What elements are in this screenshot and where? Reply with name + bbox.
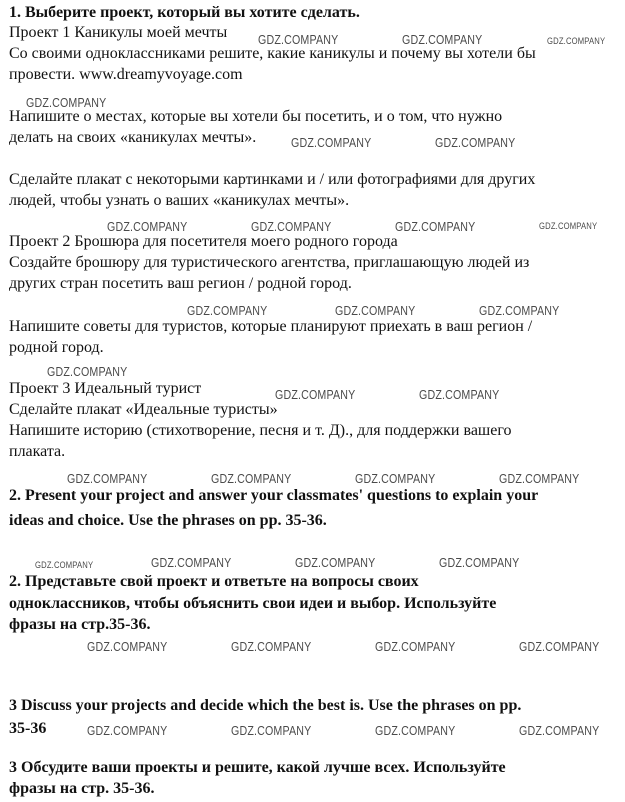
project-2-title: Проект 2 Брошюра для посетителя моего родного города [9,233,398,250]
watermark: GDZ.COMPANY [291,135,372,150]
watermark: GDZ.COMPANY [499,471,580,486]
watermark: GDZ.COMPANY [439,555,520,570]
watermark: GDZ.COMPANY [231,723,312,738]
watermark: GDZ.COMPANY [547,36,606,46]
watermark: GDZ.COMPANY [419,387,500,402]
project-1-title: Проект 1 Каникулы моей мечты [9,24,228,41]
text-line: плаката. [9,443,66,460]
watermark: GDZ.COMPANY [435,135,516,150]
text-line: Сделайте плакат «Идеальные туристы» [9,401,278,418]
watermark: GDZ.COMPANY [107,219,188,234]
watermark: GDZ.COMPANY [87,639,168,654]
watermark: GDZ.COMPANY [87,723,168,738]
watermark: GDZ.COMPANY [26,95,107,110]
watermark: GDZ.COMPANY [275,387,356,402]
text-line: других стран посетить ваш регион / родной город. [9,275,352,292]
task-3-ru-heading: 3 Обсудите ваши проекты и решите, какой лучше всех. Используйте [9,759,506,776]
task-3-en-heading-cont: 35-36 [9,720,47,737]
watermark: GDZ.COMPANY [258,32,339,47]
text-line: людей, чтобы узнать о ваших «каникулах мечты». [9,192,350,209]
watermark: GDZ.COMPANY [355,471,436,486]
watermark: GDZ.COMPANY [539,221,598,231]
watermark: GDZ.COMPANY [151,555,232,570]
watermark: GDZ.COMPANY [479,303,560,318]
task-2-en-heading: 2. Present your project and answer your classmates' questions to explain your [9,487,539,504]
text-line: Со своими одноклассниками решите, какие каникулы и почему вы хотели бы [9,45,536,62]
text-line: делать на своих «каникулах мечты». [9,129,257,146]
watermark: GDZ.COMPANY [375,723,456,738]
text-line: Напишите советы для туристов, которые планируют приехать в ваш регион / [9,318,533,335]
task-2-ru-heading: 2. Представьте свой проект и ответьте на вопросы своих [9,573,419,590]
watermark: GDZ.COMPANY [211,471,292,486]
watermark: GDZ.COMPANY [47,364,128,379]
task-3-en-heading: 3 Discuss your projects and decide which the best is. Use the phrases on pp. [9,697,522,714]
watermark: GDZ.COMPANY [395,219,476,234]
project-3-title: Проект 3 Идеальный турист [9,380,202,397]
watermark: GDZ.COMPANY [335,303,416,318]
text-line: Напишите историю (стихотворение, песня и т. Д)., для поддержки вашего [9,422,512,439]
text-line: родной город. [9,339,104,356]
task-3-ru-heading-cont: фразы на стр. 35-36. [9,780,155,797]
watermark: GDZ.COMPANY [375,639,456,654]
task-2-en-heading-cont: ideas and choice. Use the phrases on pp. 35-36. [9,512,327,529]
watermark: GDZ.COMPANY [251,219,332,234]
watermark: GDZ.COMPANY [295,555,376,570]
text-line: провести. www.dreamyvoyage.com [9,66,243,83]
watermark: GDZ.COMPANY [519,723,600,738]
text-line: Создайте брошюру для туристического агентства, приглашающую людей из [9,254,530,271]
task-2-ru-heading-cont: фразы на стр.35-36. [9,616,151,633]
task-1-heading: 1. Выберите проект, который вы хотите сделать. [9,4,360,21]
watermark: GDZ.COMPANY [402,32,483,47]
watermark: GDZ.COMPANY [67,471,148,486]
text-line: Сделайте плакат с некоторыми картинками и / или фотографиями для других [9,171,536,188]
watermark: GDZ.COMPANY [519,639,600,654]
task-2-ru-heading-cont: одноклассников, чтобы объяснить свои идеи и выбор. Используйте [9,595,497,612]
watermark: GDZ.COMPANY [231,639,312,654]
watermark: GDZ.COMPANY [35,560,94,570]
text-line: Напишите о местах, которые вы хотели бы посетить, и о том, что нужно [9,108,503,125]
watermark: GDZ.COMPANY [187,303,268,318]
